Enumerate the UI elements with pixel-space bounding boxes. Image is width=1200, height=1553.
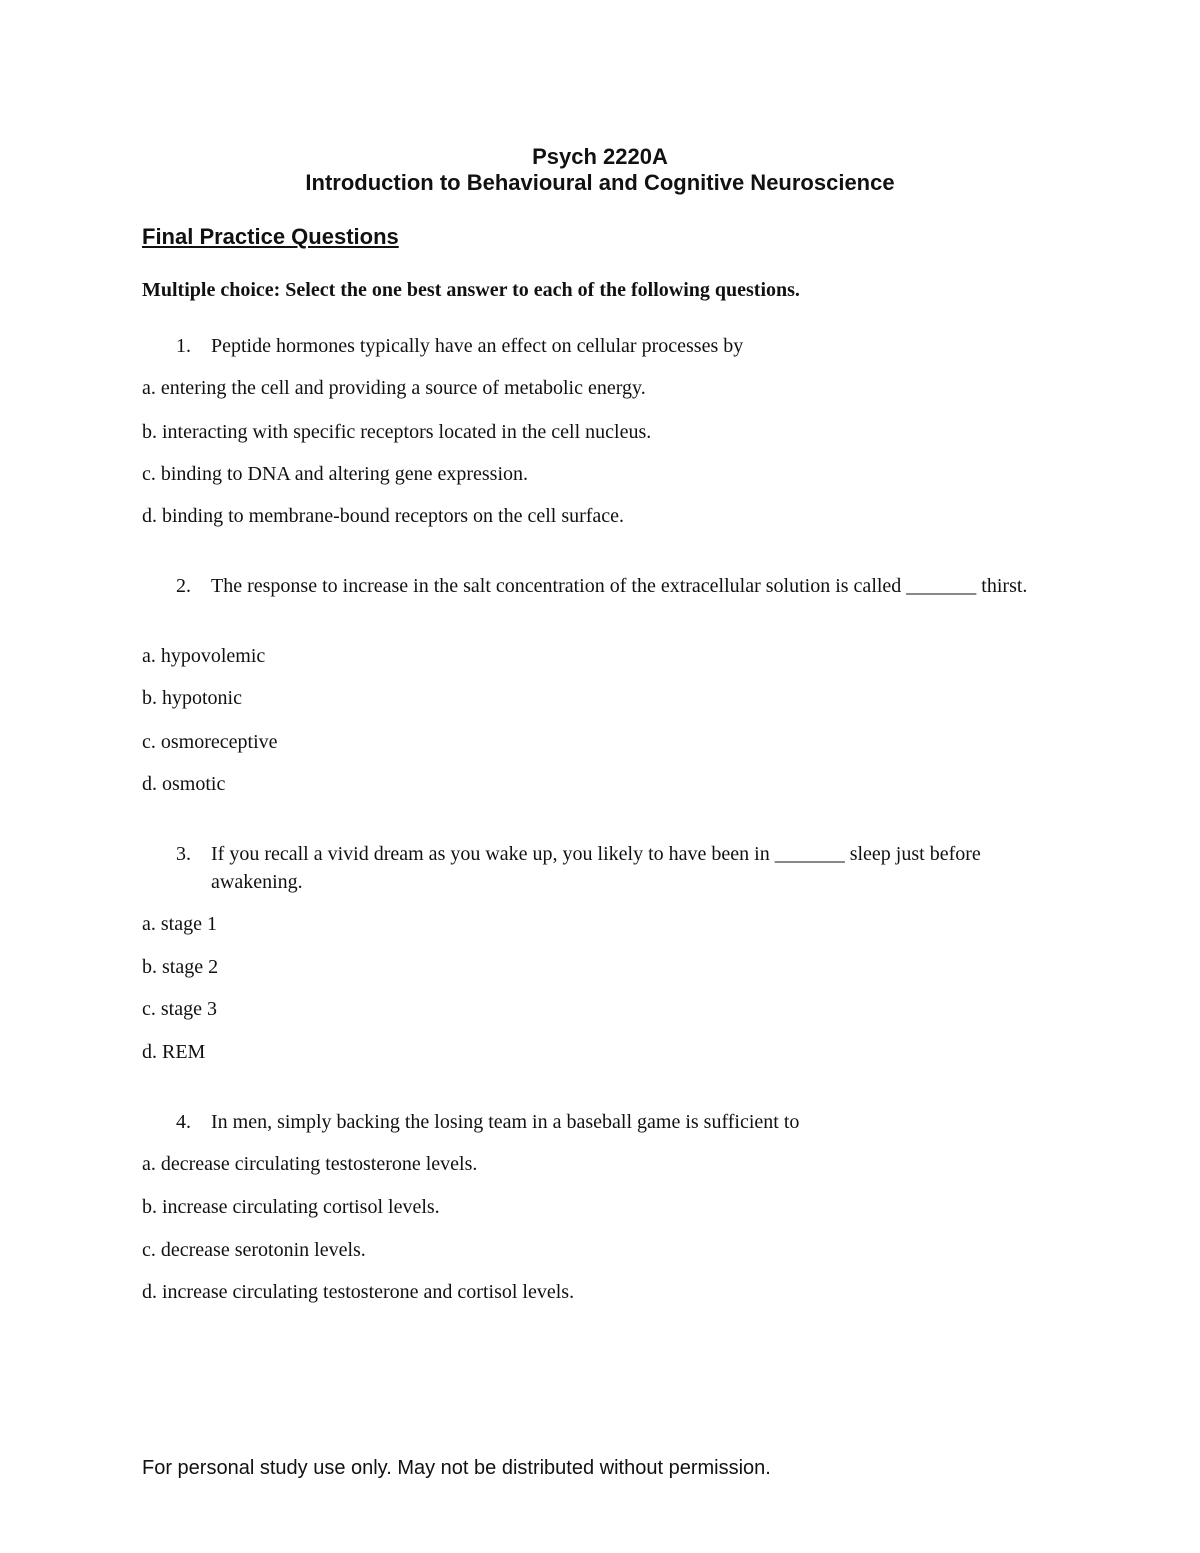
option-2b: b. hypotonic — [142, 687, 242, 709]
question-number: 2. — [176, 575, 191, 597]
footer-notice: For personal study use only. May not be distributed without permission. — [142, 1457, 771, 1479]
instructions: Multiple choice: Select the one best answer to each of the following questions. — [142, 279, 800, 301]
question-text: If you recall a vivid dream as you wake up, you likely to have been in _______ sleep just before awakening. — [211, 843, 981, 893]
course-code: Psych 2220A — [532, 144, 668, 169]
course-title: Introduction to Behavioural and Cognitive Neuroscience — [305, 170, 895, 195]
question-number: 3. — [176, 843, 191, 865]
option-3d: d. REM — [142, 1041, 206, 1063]
question-3 — [176, 840, 1066, 896]
question-4 — [176, 1108, 1066, 1136]
question-text: Peptide hormones typically have an effect on cellular processes by — [211, 335, 744, 357]
question-2 — [176, 572, 1066, 600]
question-text: The response to increase in the salt concentration of the extracellular solution is called _______ thirst. — [211, 575, 1028, 597]
question-number: 1. — [176, 335, 191, 357]
option-1b: b. interacting with specific receptors located in the cell nucleus. — [142, 421, 652, 443]
option-2d: d. osmotic — [142, 773, 226, 795]
option-4b: b. increase circulating cortisol levels. — [142, 1196, 440, 1218]
option-4a: a. decrease circulating testosterone levels. — [142, 1153, 478, 1175]
option-3b: b. stage 2 — [142, 956, 219, 978]
option-4c: c. decrease serotonin levels. — [142, 1239, 366, 1261]
option-4d: d. increase circulating testosterone and cortisol levels. — [142, 1281, 575, 1303]
option-1a: a. entering the cell and providing a source of metabolic energy. — [142, 377, 646, 399]
question-number: 4. — [176, 1111, 191, 1133]
question-1 — [176, 332, 1066, 360]
option-2a: a. hypovolemic — [142, 645, 266, 667]
section-heading: Final Practice Questions — [142, 224, 399, 249]
question-text: In men, simply backing the losing team in a baseball game is sufficient to — [211, 1111, 800, 1133]
option-3c: c. stage 3 — [142, 998, 217, 1020]
option-1d: d. binding to membrane-bound receptors on the cell surface. — [142, 505, 625, 527]
option-1c: c. binding to DNA and altering gene expression. — [142, 463, 529, 485]
option-3a: a. stage 1 — [142, 913, 217, 935]
option-2c: c. osmoreceptive — [142, 731, 278, 753]
